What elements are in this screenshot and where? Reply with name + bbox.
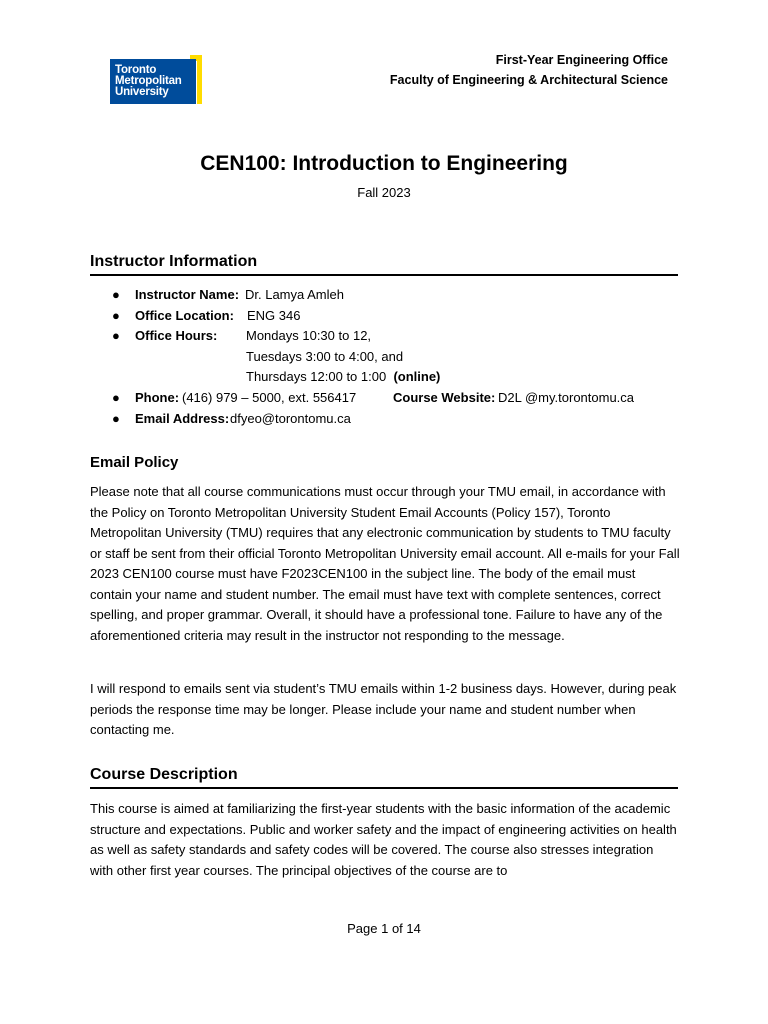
document-title: CEN100: Introduction to Engineering	[200, 152, 568, 175]
office-hours-online: (online)	[393, 369, 441, 385]
bullet-icon: ●	[112, 307, 120, 323]
course-description-heading: Course Description	[90, 766, 678, 789]
office-location-value: ENG 346	[247, 307, 301, 323]
logo-yellow-bar	[197, 55, 202, 104]
bullet-icon: ●	[112, 287, 120, 302]
university-logo	[110, 55, 202, 104]
office-hours-line-3	[246, 367, 440, 388]
bullet-icon: ●	[112, 328, 120, 344]
faculty-name: Faculty of Engineering & Architectural Science	[389, 73, 668, 87]
email-address-label: Email Address:	[135, 410, 230, 426]
course-description-paragraph: This course is aimed at familiarizing the first-year students with the basic information of the academic structure and expectations. Public and worker safety and the impact of engineering activities on health as well as safety standards and safety codes will be covered. The course also stresses integration with other first year courses. The principal objectives of the course are to	[90, 801, 677, 878]
bullet-icon: ●	[112, 410, 120, 426]
email-policy-paragraph-2: I will respond to emails sent via student’s TMU emails within 1-2 business days. However, during peak periods the response time may be longer. Please include your name and student number when contacting me.	[90, 681, 677, 737]
office-hours-line-2: Tuesdays 3:00 to 4:00, and	[246, 348, 404, 364]
office-name: First-Year Engineering Office	[495, 53, 668, 67]
email-address-value[interactable]: dfyeo@torontomu.ca	[230, 410, 351, 426]
course-website-label: Course Website:	[393, 389, 496, 405]
logo-line-1: Toronto	[115, 64, 157, 76]
office-hours-label: Office Hours:	[135, 328, 218, 344]
logo-line-3: University	[115, 86, 169, 98]
logo-line-2: Metropolitan	[115, 75, 182, 87]
instructor-information-heading: Instructor Information	[90, 253, 678, 276]
office-hours-thursday: Thursdays 12:00 to 1:00	[246, 369, 387, 385]
course-website-value[interactable]: D2L @my.torontomu.ca	[498, 389, 635, 405]
email-policy-heading: Email Policy	[90, 454, 179, 471]
logo-wordmark	[110, 59, 196, 104]
office-hours-line-1: Mondays 10:30 to 12,	[246, 328, 372, 344]
phone-label: Phone:	[135, 389, 180, 405]
page-number: Page 1 of 14	[347, 921, 421, 936]
instructor-name-label: Instructor Name:	[135, 287, 240, 302]
instructor-name-value: Dr. Lamya Amleh	[245, 287, 344, 302]
email-policy-paragraph-1: Please note that all course communications must occur through your TMU email, in accordance with the Policy on Toronto Metropolitan University Student Email Accounts (Policy 157), Toronto Metropolitan University (TMU) requires that any electronic communication by students to TMU faculty or staff be sent from their official Toronto Metropolitan University email account. All e-mails for your Fall 2023 CEN100 course must have F2023CEN100 in the subject line. The body of the email must contain your name and student number. The email must have text with complete sentences, correct spelling, and proper grammar. Overall, it should have a professional tone. Failure to have any of the aforementioned criteria may result in the instructor not responding to the message.	[90, 484, 680, 643]
term: Fall 2023	[357, 185, 411, 200]
office-header	[390, 50, 668, 90]
phone-value: (416) 979 – 5000, ext. 556417	[182, 389, 357, 405]
bullet-icon: ●	[112, 389, 120, 405]
office-location-label: Office Location:	[135, 307, 234, 323]
